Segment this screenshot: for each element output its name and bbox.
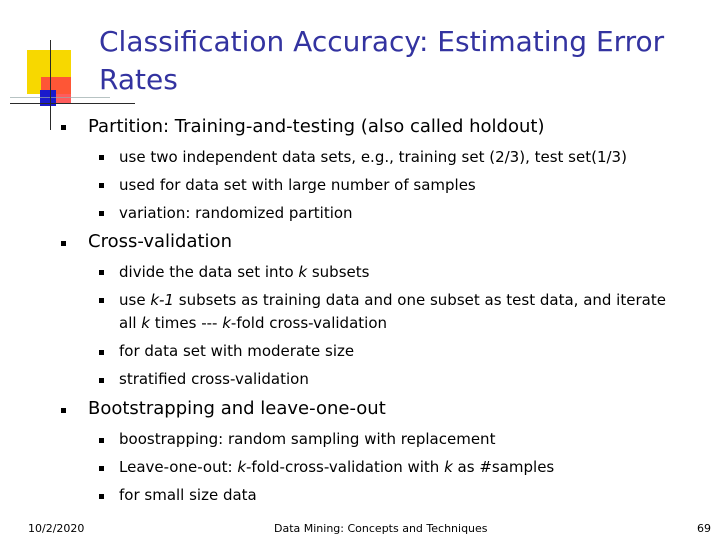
bullet-marker: [61, 408, 66, 413]
bullet-marker: [99, 155, 104, 160]
page-number: 69: [697, 522, 711, 535]
bullet-item: variation: randomized partition: [119, 204, 353, 222]
logo-line-vertical: [50, 40, 51, 130]
bullet-item: used for data set with large number of samples: [119, 176, 476, 194]
bullet-item: boostrapping: random sampling with replacement: [119, 430, 496, 448]
bullet-marker: [99, 298, 104, 303]
slide-title: Classification Accuracy: Estimating Error Rates: [99, 25, 665, 96]
section-heading-cross-validation: Cross-validation: [88, 231, 232, 252]
bullet-item: use k-1 subsets as training data and one subset as test data, and iterate: [119, 291, 666, 309]
bullet-marker: [99, 350, 104, 355]
bullet-marker: [99, 378, 104, 383]
bullet-marker: [99, 438, 104, 443]
bullet-marker: [99, 494, 104, 499]
bullet-marker: [99, 183, 104, 188]
section-heading-partition: Partition: Training-and-testing (also called holdout): [88, 116, 545, 137]
bullet-item: Leave-one-out: k-fold-cross-validation with k as #samples: [119, 458, 555, 476]
bullet-marker: [99, 211, 104, 216]
bullet-marker: [61, 125, 66, 130]
bullet-item: stratified cross-validation: [119, 370, 309, 388]
bullet-marker: [99, 270, 104, 275]
section-heading-bootstrapping: Bootstrapping and leave-one-out: [88, 398, 386, 419]
footer-date: 10/2/2020: [28, 522, 85, 535]
bullet-marker: [61, 241, 66, 246]
bullet-item: for small size data: [119, 486, 257, 504]
bullet-item: for data set with moderate size: [119, 342, 355, 360]
bullet-marker: [99, 466, 104, 471]
bullet-item: use two independent data sets, e.g., training set (2/3), test set(1/3): [119, 148, 627, 166]
footer-course-title: Data Mining: Concepts and Techniques: [274, 522, 488, 535]
logo-line-horizontal: [10, 103, 135, 104]
logo-line-faint: [10, 97, 110, 98]
bullet-item: divide the data set into k subsets: [119, 263, 370, 281]
bullet-item-continuation: all k times --- k-fold cross-validation: [119, 314, 388, 332]
